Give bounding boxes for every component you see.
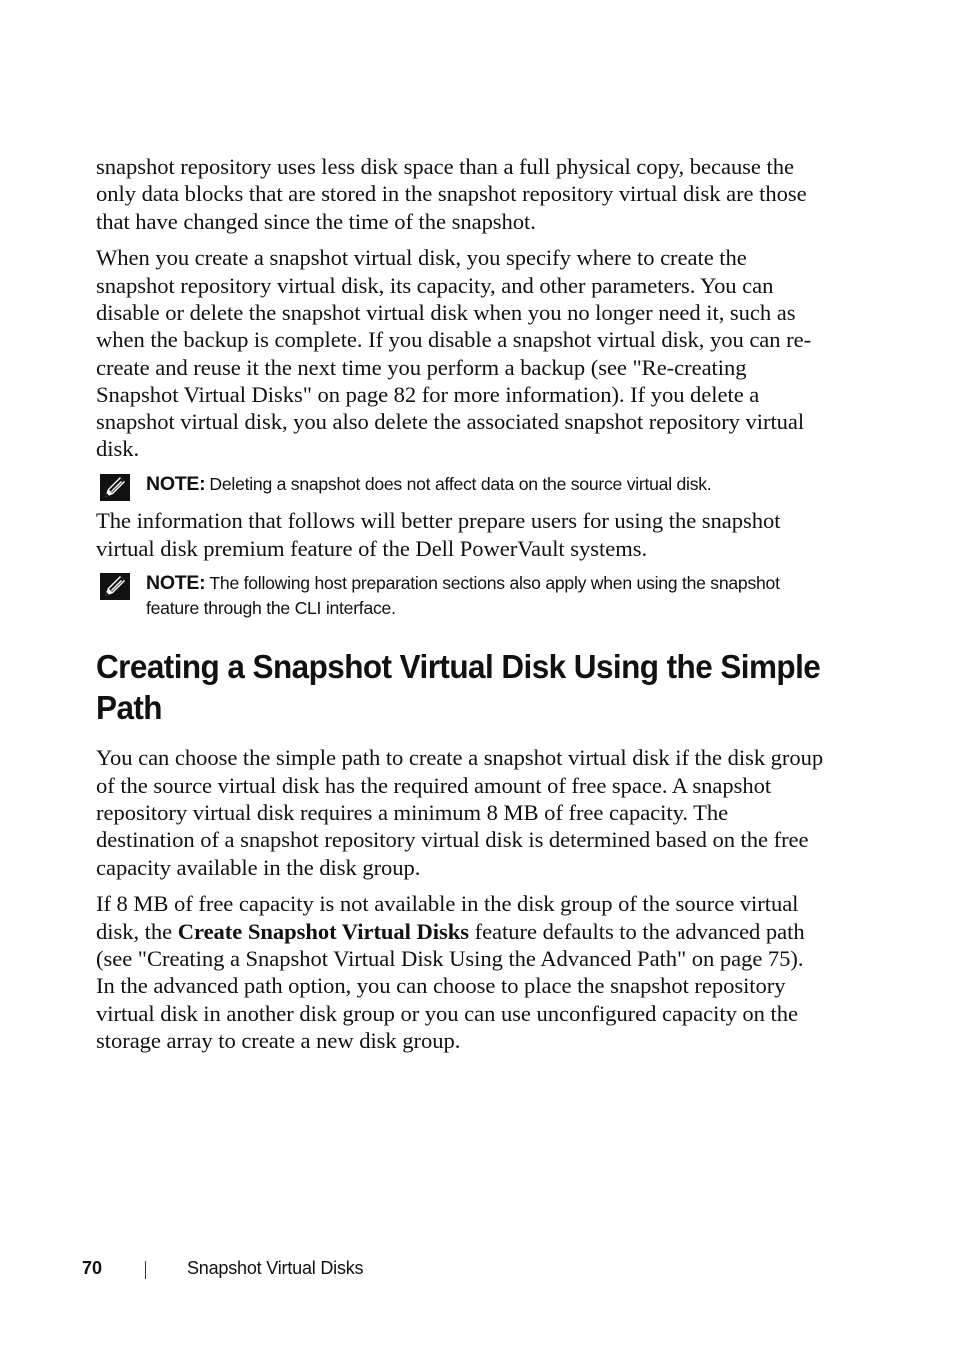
footer-divider	[145, 1261, 146, 1279]
note-text: Deleting a snapshot does not affect data on the source virtual disk.	[209, 474, 712, 495]
body-paragraph: The information that follows will better prepare users for using the snapshot virtual disk premium feature of the Dell PowerVault systems.	[96, 508, 781, 561]
note-box	[96, 571, 826, 621]
pencil-note-icon	[100, 474, 130, 501]
running-title: Snapshot Virtual Disks	[187, 1258, 364, 1278]
body-paragraph: When you create a snapshot virtual disk, you specify where to create the snapshot repository virtual disk, its capacity, and other parameters. You can disable or delete the snapshot virtual disk when you no longer need it, such as when the backup is complete. If you disable a snapshot virtual disk, you can re-create and reuse it the next time you perform a backup (see "Re-creating Snapshot Virtual Disks" on page 82 for more information). If you delete a snapshot virtual disk, you also delete the associated snapshot repository virtual disk.	[96, 245, 812, 462]
note-box	[96, 472, 826, 497]
body-paragraph: You can choose the simple path to create a snapshot virtual disk if the disk group of the source virtual disk has the required amount of free space. A snapshot repository virtual disk requires a minimum 8 MB of free capacity. The destination of a snapshot repository virtual disk is determined based on the free capacity available in the disk group.	[96, 745, 824, 880]
feature-name: Create Snapshot Virtual Disks	[177, 918, 469, 944]
page-number: 70	[82, 1258, 103, 1278]
paragraph-text: If 8 MB of free capacity is not available in the disk group of the source virtual disk, the	[96, 891, 799, 944]
note-label: NOTE:	[146, 473, 206, 496]
page-footer	[0, 1258, 954, 1282]
pencil-note-icon	[100, 573, 130, 600]
note-label: NOTE:	[146, 572, 206, 595]
note-text: The following host preparation sections also apply when using the snapshot feature through the CLI interface.	[146, 573, 780, 619]
page-content	[96, 153, 826, 1064]
paragraph-text: feature defaults to the advanced path (see "Creating a Snapshot Virtual Disk Using the Advanced Path" on page 75). In the advanced path option, you can choose to place the snapshot repository virtual disk in another disk group or you can use unconfigured capacity on the storage array to create a new disk group.	[96, 918, 805, 1053]
body-paragraph: snapshot repository uses less disk space than a full physical copy, because the only data blocks that are stored in the snapshot repository virtual disk are those that have changed since the time of the snapshot.	[96, 154, 807, 234]
body-paragraph	[96, 890, 826, 1054]
section-heading: Creating a Snapshot Virtual Disk Using the Simple Path	[96, 649, 821, 728]
